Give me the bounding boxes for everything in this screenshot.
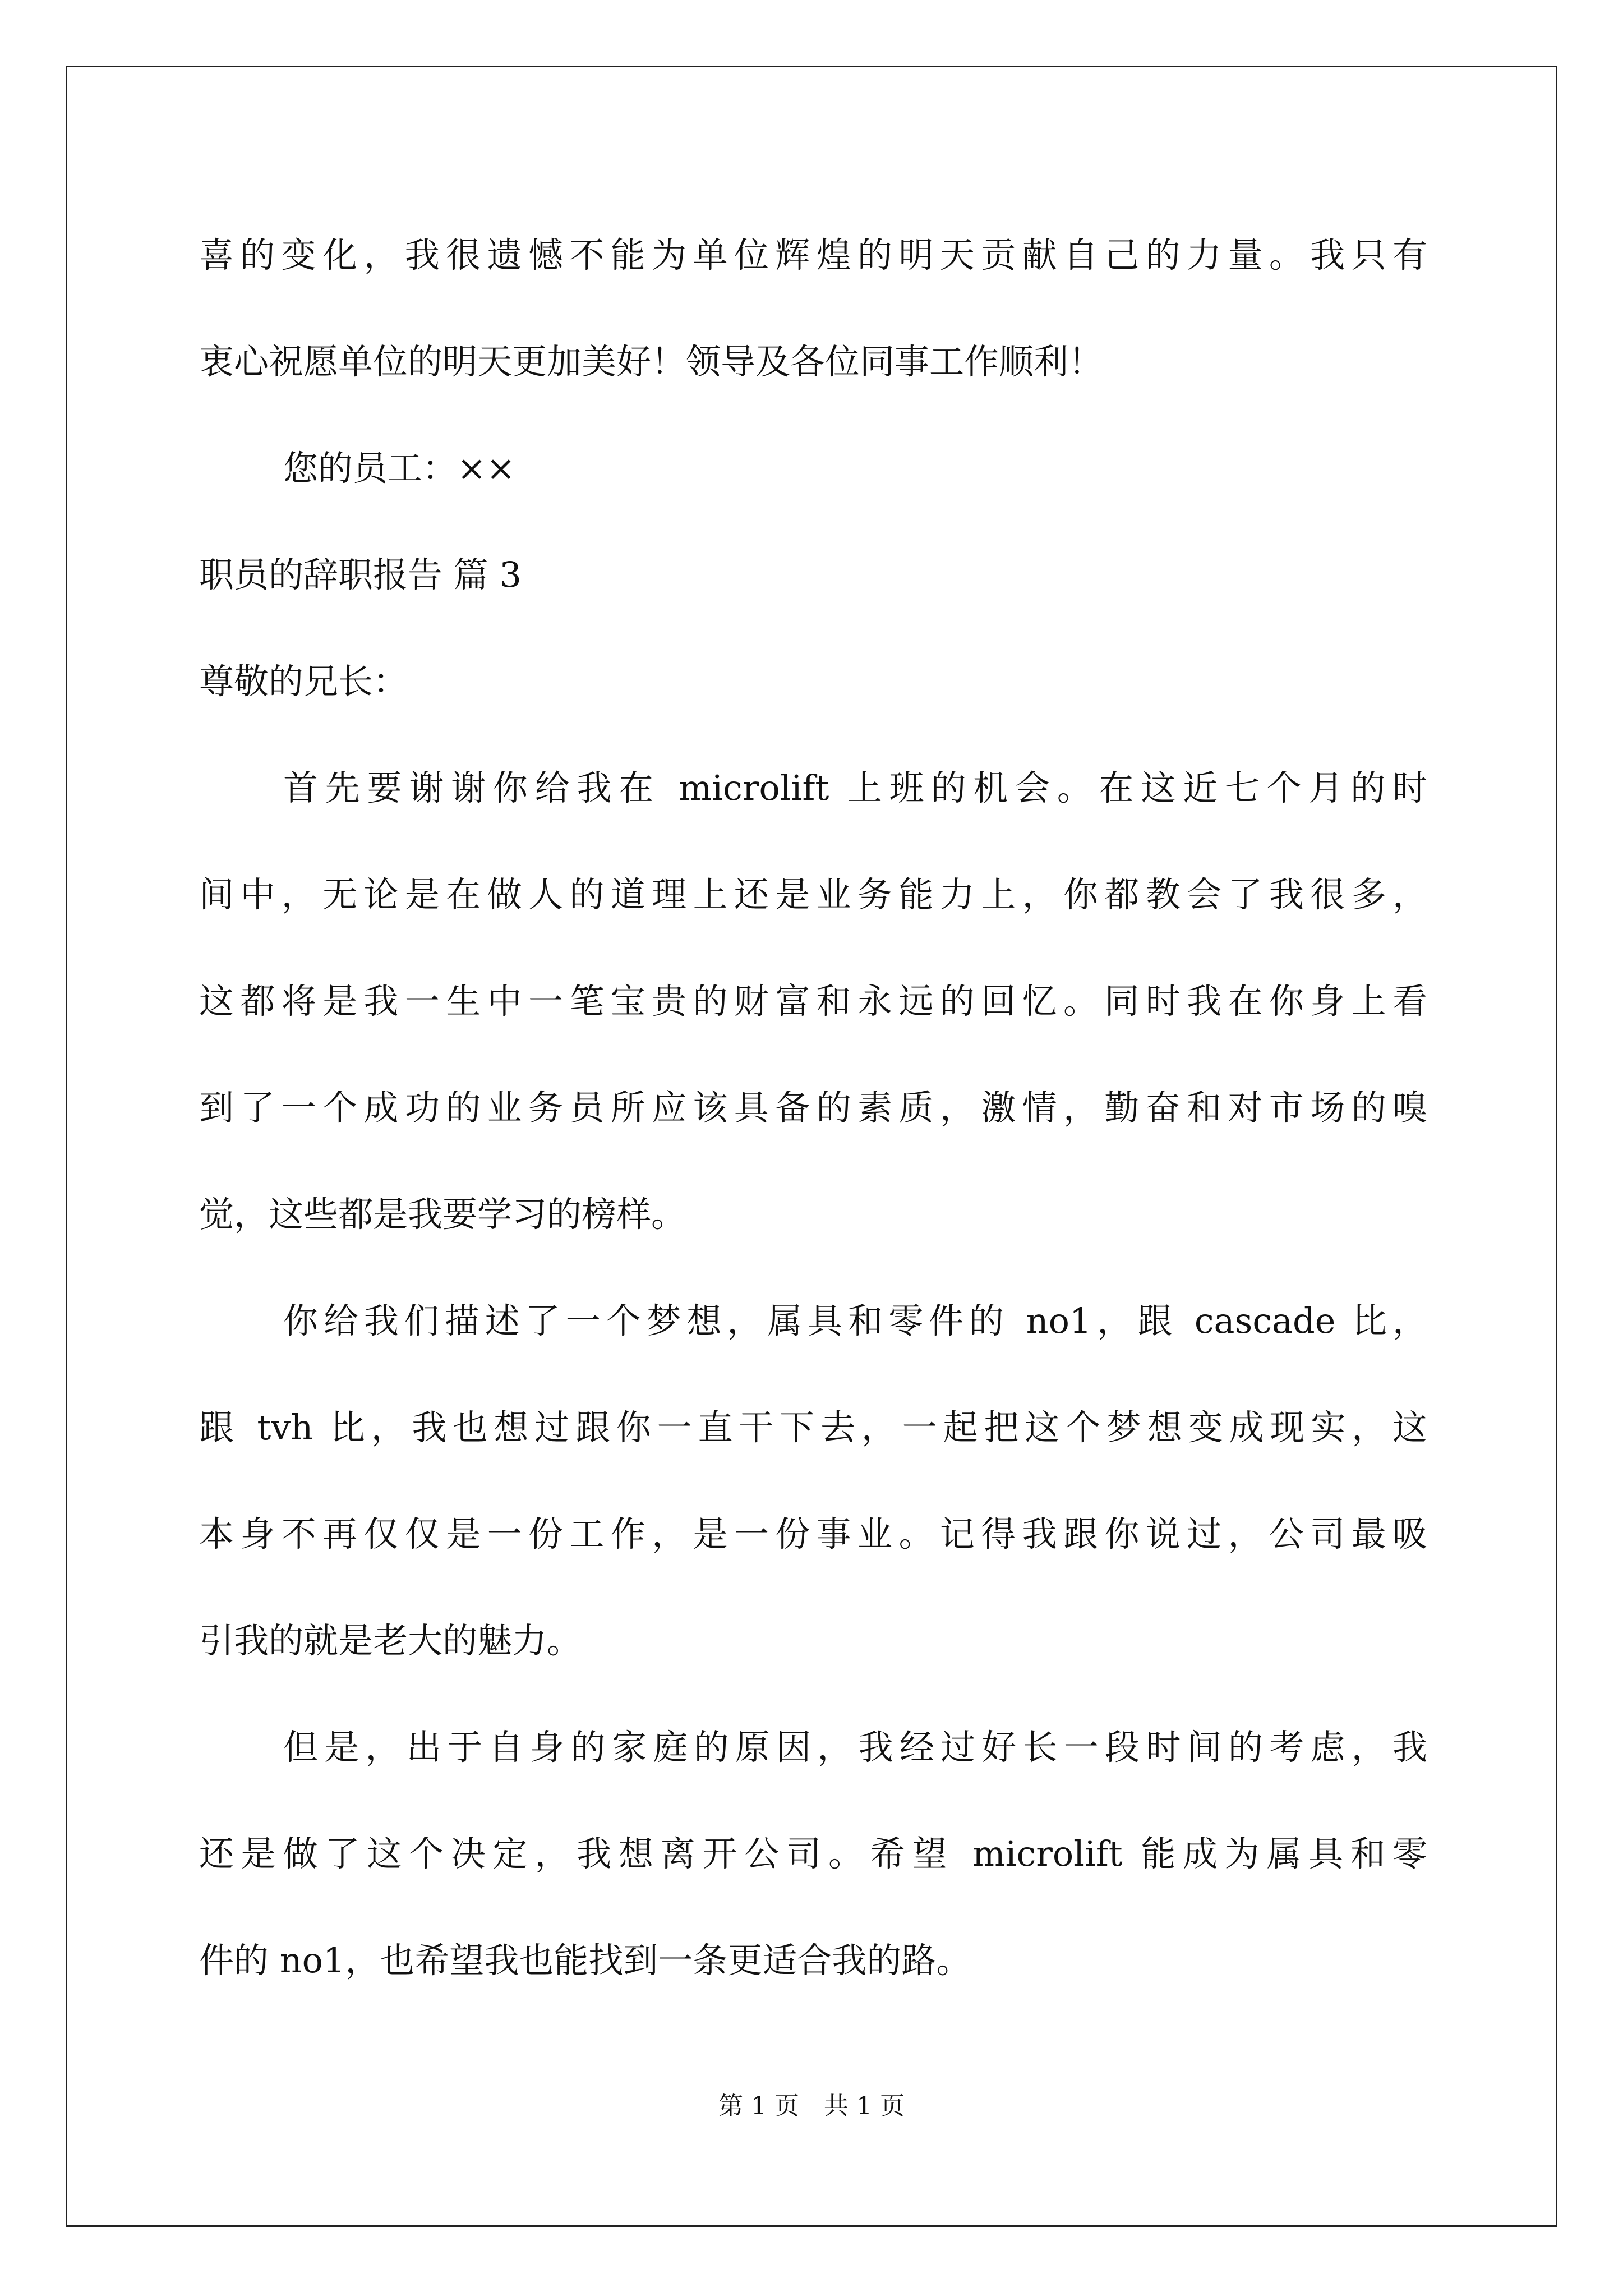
- text-line: 觉，这些都是我要学习的榜样。: [199, 1194, 686, 1235]
- section-heading: 职员的辞职报告 篇 3: [199, 554, 522, 595]
- text-line: 还是做了这个决定，我想离开公司。希望 microlift 能成为属具和零: [199, 1833, 1427, 1874]
- text-line: 到了一个成功的业务员所应该具备的素质，激情，勤奋和对市场的嗅: [199, 1087, 1427, 1128]
- text-line: 衷心祝愿单位的明天更加美好！领导及各位同事工作顺利！: [199, 341, 1104, 382]
- text-line: 但是，出于自身的家庭的原因，我经过好长一段时间的考虑，我: [283, 1727, 1427, 1768]
- text-line: 间中，无论是在做人的道理上还是业务能力上，你都教会了我很多，: [199, 874, 1427, 915]
- text-line: 首先要谢谢你给我在 microlift 上班的机会。在这近七个月的时: [283, 767, 1427, 808]
- text-line: 件的 no1，也希望我也能找到一条更适合我的路。: [199, 1940, 971, 1981]
- text-line: 喜的变化，我很遗憾不能为单位辉煌的明天贡献自己的力量。我只有: [199, 234, 1427, 275]
- text-line: 本身不再仅仅是一份工作，是一份事业。记得我跟你说过，公司最吸: [199, 1513, 1427, 1554]
- salutation: 尊敬的兄长：: [199, 661, 408, 702]
- page-number-footer: 第 1 页 共 1 页: [718, 2092, 905, 2120]
- text-line: 引我的就是老大的魅力。: [199, 1620, 582, 1661]
- text-line: 跟 tvh 比，我也想过跟你一直干下去，一起把这个梦想变成现实，这: [199, 1407, 1427, 1448]
- text-line: 这都将是我一生中一笔宝贵的财富和永远的回忆。同时我在你身上看: [199, 981, 1427, 1022]
- text-line: 你给我们描述了一个梦想，属具和零件的 no1，跟 cascade 比，: [283, 1300, 1427, 1341]
- signature-line: 您的员工：××: [283, 448, 515, 489]
